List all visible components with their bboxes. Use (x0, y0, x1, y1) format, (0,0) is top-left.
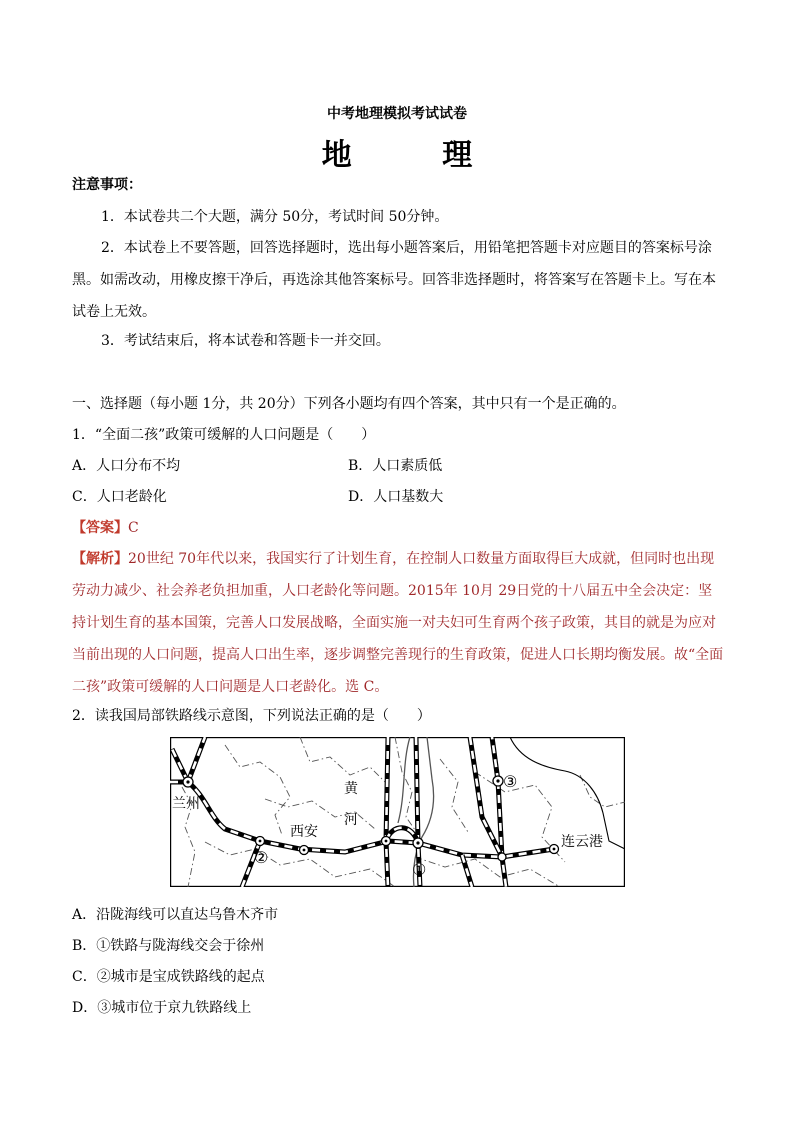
map-label-xian: 西安 (290, 824, 318, 840)
map-label-huang: 黄 (344, 781, 358, 797)
notice-heading: 注意事项： (72, 177, 142, 193)
q2-stem: 2．读我国局部铁路线示意图，下列说法正确的是（ ） (72, 708, 431, 724)
q1-option-a: A．人口分布不均 (72, 458, 181, 474)
map-frame (171, 738, 625, 887)
exam-subtitle: 中考地理模拟考试试卷 (327, 106, 467, 122)
q2-option-d: D．③城市位于京九铁路线上 (72, 1000, 252, 1016)
q1-answer (72, 519, 139, 537)
railway-ns-west (386, 737, 388, 887)
map-marker-3: ③ (503, 772, 518, 791)
notice-item-1: 1．本试卷共二个大题，满分 50分，考试时间 50分钟。 (101, 209, 449, 225)
q1-analysis (72, 543, 724, 703)
map-marker-1: ① (412, 860, 427, 879)
answer-value: C (128, 520, 139, 536)
railway-map (170, 737, 625, 887)
analysis-text: 20世纪 70年代以来，我国实行了计划生育，在控制人口数量方面取得巨大成就，但同时也出现劳动力减少、社会养老负担加重，人口老龄化等问题。2015年 10月 29日党的十八届五中全会决定：坚持计划生育的基本国策，完善人口发展战略，全面实施一对夫妇可生育两个孩子政策，其目的就是为应对当前出现的人口问题，提高人口出生率，逐步调整完善现行的生育政策，促进人口长期均衡发展。故“全面二孩”政策可缓解的人口问题是人口老龄化。选 C。 (72, 551, 724, 695)
map-label-lianyungang: 连云港 (561, 834, 603, 850)
analysis-tag: 【解析】 (72, 551, 128, 567)
exam-title: 地 理 (321, 138, 513, 173)
notice-item-2: 2．本试卷上不要答题，回答选择题时，选出每小题答案后，用铅笔把答题卡对应题目的答案标号涂黑。如需改动，用橡皮擦干净后，再选涂其他答案标号。回答非选择题时，将答案写在答题卡上。写在本试卷上无效。 (72, 240, 716, 320)
answer-tag: 【答案】 (72, 520, 128, 536)
map-label-he: 河 (344, 812, 358, 828)
map-label-lanzhou: 兰州 (172, 796, 200, 812)
q2-option-c: C．②城市是宝成铁路线的起点 (72, 969, 265, 985)
q1-stem: 1．“全面二孩”政策可缓解的人口问题是（ ） (72, 427, 376, 443)
q2-option-b: B．①铁路与陇海线交会于徐州 (72, 938, 265, 954)
notice-item-3: 3．考试结束后，将本试卷和答题卡一并交回。 (101, 333, 390, 349)
q1-option-c: C．人口老龄化 (72, 489, 167, 505)
station-east (498, 853, 506, 861)
map-marker-2: ② (254, 848, 269, 867)
q2-option-a: A．沿陇海线可以直达乌鲁木齐市 (72, 907, 279, 923)
q1-option-d: D．人口基数大 (348, 489, 444, 505)
section-1-heading: 一、选择题（每小题 1分，共 20分）下列各小题均有四个答案，其中只有一个是正确的。 (72, 396, 626, 412)
q1-option-b: B．人口素质低 (348, 458, 443, 474)
